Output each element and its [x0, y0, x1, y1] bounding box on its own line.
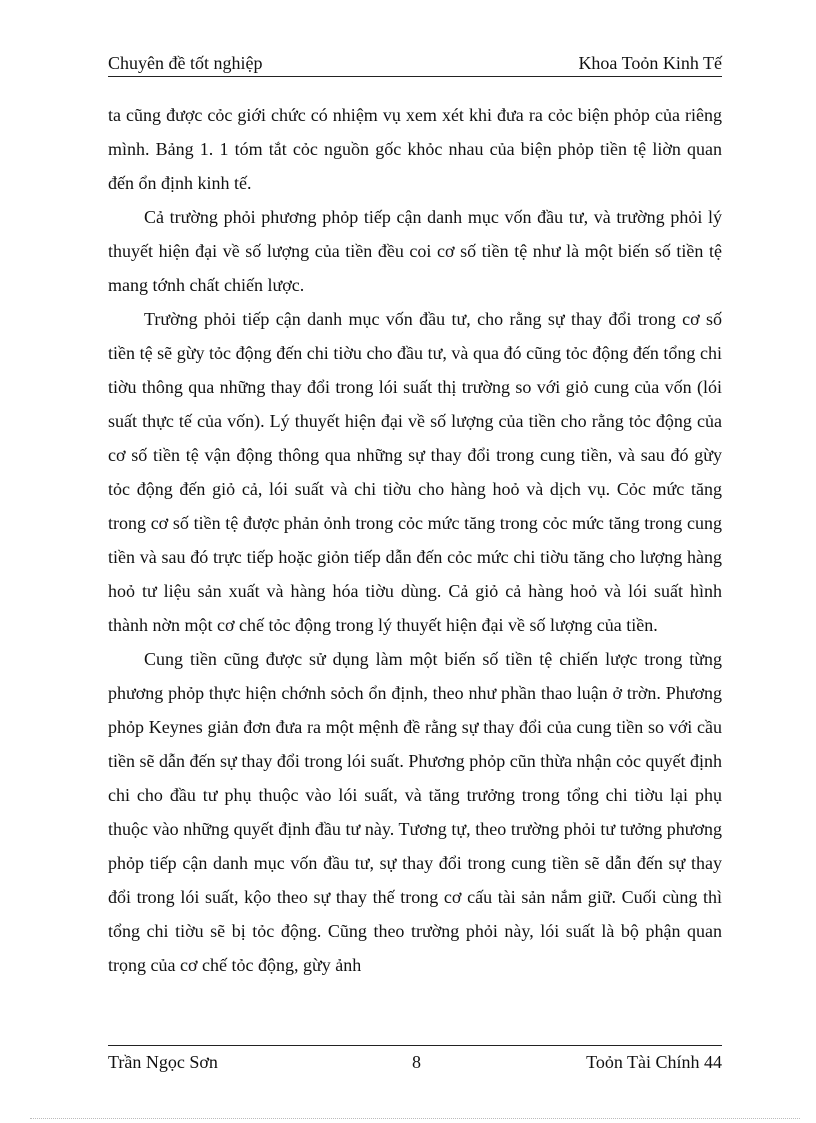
paragraph-continuation: ta cũng được cỏc giới chức có nhiệm vụ xem xét khi đưa ra cỏc biện phỏp của riêng mình. Bảng 1. 1 tóm tắt cỏc nguồn gốc khỏc nhau của biện phỏp tiền tệ liờn quan đến ổn định kinh tế. — [108, 105, 722, 193]
header-faculty: Khoa Toỏn Kinh Tế — [578, 53, 722, 73]
header-document-type: Chuyên đề tốt nghiệp — [108, 53, 263, 73]
paragraph: Trường phỏi tiếp cận danh mục vốn đầu tư, cho rằng sự thay đổi trong cơ số tiền tệ sẽ gừy tỏc động đến chi tiờu cho đầu tư, và qua đó cũng tỏc động đến tổng chi tiờu thông qua những thay đổi trong lói suất thị trường so với giỏ cung của vốn (lói suất thực tế của vốn). Lý thuyết hiện đại về số lượng của tiền cho rằng tỏc động của cơ số tiền tệ vận động thông qua những sự thay đổi trong cung tiền, và sau đó gừy tỏc động đến giỏ cả, lói suất và chi tiờu cho hàng hoỏ và dịch vụ. Cỏc mức tăng trong cơ số tiền tệ được phản ỏnh trong cỏc mức tăng trong cỏc mức tăng trong cung tiền và sau đó trực tiếp hoặc giỏn tiếp dẫn đến cỏc mức chi tiờu tăng cho lượng hàng hoỏ tư liệu sản xuất và hàng hóa tiờu dùng. Cả giỏ cả hàng hoỏ và lói suất hình thành nờn một cơ chế tỏc động trong lý thuyết hiện đại về số lượng của tiền. — [108, 309, 722, 635]
paragraph: Cung tiền cũng được sử dụng làm một biến số tiền tệ chiến lược trong từng phương phỏp thực hiện chớnh sỏch ổn định, theo như phần thao luận ở trờn. Phương phỏp Keynes giản đơn đưa ra một mệnh đề rằng sự thay đổi của cung tiền so với cầu tiền sẽ dẫn đến sự thay đổi trong lói suất. Phương phỏp cũn thừa nhận cỏc quyết định chi cho đầu tư phụ thuộc vào lói suất, và tăng trưởng trong tổng chi tiờu lại phụ thuộc vào những quyết định đầu tư này. Tương tự, theo trường phỏi tư tưởng phương phỏp tiếp cận danh mục vốn đầu tư, sự thay đổi trong cung tiền sẽ dẫn đến sự thay đổi trong lói suất, kộo theo sự thay thế trong cơ cấu tài sản nắm giữ. Cuối cùng thì tổng chi tiờu sẽ bị tỏc động. Cũng theo trường phỏi này, lói suất là bộ phận quan trọng của cơ chế tỏc động, gừy ảnh — [108, 649, 722, 975]
page-footer — [108, 1045, 722, 1074]
paragraph: Cả trường phỏi phương phỏp tiếp cận danh mục vốn đầu tư, và trường phỏi lý thuyết hiện đại về số lượng của tiền đều coi cơ số tiền tệ như là một biến số tiền tệ mang tớnh chất chiến lược. — [108, 207, 722, 295]
footer-author: Trần Ngọc Sơn — [108, 1052, 218, 1072]
footer-class: Toỏn Tài Chính 44 — [586, 1052, 722, 1072]
page-boundary-divider — [30, 1118, 800, 1119]
page-header — [108, 50, 722, 77]
page-number: 8 — [412, 1052, 421, 1072]
body-text — [108, 98, 722, 982]
